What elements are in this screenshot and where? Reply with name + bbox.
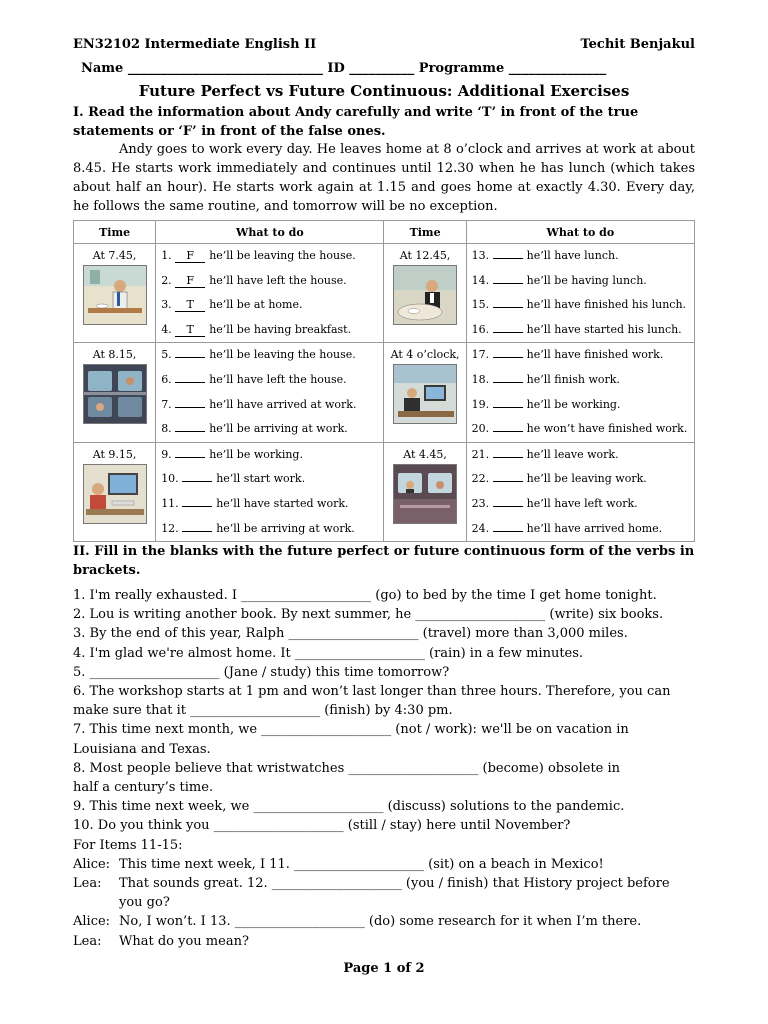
exercise-line: half a century’s time.	[73, 780, 214, 796]
answer-blank[interactable]	[182, 493, 212, 507]
answer-blank[interactable]	[493, 245, 523, 259]
statement-item	[467, 368, 694, 393]
statement-item	[467, 417, 694, 442]
left-time-cell	[74, 343, 156, 442]
time-label: At 4 o’clock,	[390, 348, 460, 362]
left-time-cell	[74, 244, 156, 343]
exercise-line: 6. The workshop starts at 1 pm and won’t last longer than three hours. Therefore, you can	[73, 684, 671, 700]
exercise-line: 10. Do you think you ____________________ (still / stay) here until November?	[73, 818, 571, 834]
answer-blank[interactable]	[493, 270, 523, 284]
statement-item	[156, 318, 383, 343]
statement-number: 23.	[471, 496, 490, 510]
statement-text: he’ll have started his lunch.	[526, 322, 682, 336]
statement-number: 10.	[161, 472, 179, 486]
exercise-line: 5. ____________________ (Jane / study) this time tomorrow?	[73, 664, 450, 680]
breakfast-picture	[83, 265, 147, 325]
answer-blank[interactable]	[175, 418, 205, 432]
answer-blank[interactable]	[493, 344, 523, 358]
right-statements-cell	[466, 244, 694, 343]
time-label: At 12.45,	[399, 249, 451, 262]
statement-item	[156, 492, 383, 517]
answer-blank[interactable]	[493, 468, 523, 482]
statement-number: 6.	[161, 372, 172, 386]
time-label: At 9.15,	[92, 447, 137, 461]
answer-blank[interactable]	[175, 369, 205, 383]
true-false-table	[73, 220, 695, 542]
dialogue-line	[73, 855, 695, 874]
right-time-cell	[384, 442, 466, 541]
answer-blank[interactable]	[175, 344, 205, 358]
statement-item	[156, 343, 383, 368]
exercise-line: Louisiana and Texas.	[73, 741, 211, 757]
statement-item	[156, 467, 383, 492]
statement-item	[467, 492, 694, 517]
statement-text: he’ll be having lunch.	[526, 273, 647, 287]
right-time-cell	[384, 244, 466, 343]
statement-number: 15.	[471, 298, 490, 312]
answer-blank[interactable]	[493, 518, 523, 532]
statement-text: he’ll have finished work.	[526, 348, 664, 362]
dialogue-line	[73, 874, 695, 893]
speaker-label: Lea:	[73, 933, 102, 949]
statement-number: 12.	[161, 521, 179, 535]
statement-number: 24.	[471, 521, 490, 535]
statement-item	[467, 467, 694, 492]
statement-text: he’ll be working.	[209, 447, 303, 461]
table-row	[74, 442, 695, 541]
left-statements-cell	[156, 442, 384, 541]
statement-text: he’ll have lunch.	[526, 249, 619, 262]
exercise-line: make sure that it ____________________ (finish) by 4:30 pm.	[73, 703, 453, 719]
exercise-line: 9. This time next week, we ____________________ (discuss) solutions to the pandemic.	[73, 799, 625, 815]
statement-item	[156, 393, 383, 418]
statement-number: 8.	[161, 422, 172, 436]
exercise-line: 2. Lou is writing another book. By next summer, he ____________________ (write) six books.	[73, 607, 664, 623]
statement-text: he’ll have started work.	[216, 496, 349, 510]
answer-blank[interactable]	[493, 394, 523, 408]
table-row	[74, 343, 695, 442]
table-header-row	[74, 221, 695, 244]
statement-text: he’ll finish work.	[526, 372, 620, 386]
statement-item	[156, 417, 383, 442]
statement-text: he’ll have arrived home.	[526, 521, 663, 535]
lunch-picture	[393, 265, 457, 325]
statement-number: 19.	[471, 397, 490, 411]
statement-item	[156, 368, 383, 393]
statement-number: 17.	[471, 348, 490, 362]
statement-number: 20.	[471, 422, 490, 436]
section-1-heading: I. Read the information about Andy carefully and write ‘T’ in front of the true statements or ‘F’ in front of the false ones.	[73, 105, 639, 139]
statement-text: he won’t have finished work.	[526, 422, 688, 436]
exercise-line: 4. I'm glad we're almost home. It ____________________ (rain) in a few minutes.	[73, 645, 584, 661]
dialogue-line	[73, 912, 695, 931]
statement-item	[156, 443, 383, 468]
dialogue-line	[73, 932, 695, 951]
speaker-label: Lea:	[73, 876, 102, 892]
statement-text: he’ll have left the house.	[209, 372, 347, 386]
right-statements-cell	[466, 442, 694, 541]
time-label: At 7.45,	[92, 249, 137, 262]
dialogue-text: This time next week, I 11. ____________________ (sit) on a beach in Mexico!	[119, 856, 604, 872]
statement-text: he’ll be arriving at work.	[209, 422, 348, 436]
right-time-cell	[384, 343, 466, 442]
answer-blank[interactable]	[182, 518, 212, 532]
student-info-line: Name ______________________________ ID __________ Programme _______________	[81, 61, 607, 76]
speaker-label: Alice:	[73, 856, 111, 872]
statement-number: 9.	[161, 447, 172, 461]
statement-number: 18.	[471, 372, 490, 386]
answer-blank[interactable]	[493, 294, 523, 308]
answer-blank[interactable]	[493, 418, 523, 432]
statement-item	[467, 517, 694, 542]
left-statements-cell	[156, 343, 384, 442]
computer-picture	[83, 464, 147, 524]
statement-item	[156, 517, 383, 542]
answer-blank[interactable]: F	[175, 249, 205, 263]
exercise-line: 1. I'm really exhausted. I ____________________ (go) to bed by the time I get home tonight.	[73, 588, 657, 603]
statement-text: he’ll be working.	[526, 397, 621, 411]
statement-item	[156, 293, 383, 318]
statement-number: 21.	[471, 447, 490, 461]
answer-blank[interactable]	[175, 444, 205, 458]
answer-blank[interactable]	[493, 493, 523, 507]
fill-in-items	[73, 586, 695, 951]
statement-number: 7.	[161, 397, 172, 411]
teacher-name: Techit Benjakul	[580, 37, 695, 52]
dialogue-text: No, I won’t. I 13. ____________________ (do) some research for it when I’m there.	[119, 914, 642, 930]
right-statements-cell	[466, 343, 694, 442]
header-what-right: What to do	[466, 221, 694, 244]
statement-number: 5.	[161, 348, 172, 362]
statement-number: 22.	[471, 472, 490, 486]
answer-blank[interactable]	[493, 319, 523, 333]
time-label: At 8.15,	[92, 348, 137, 362]
left-time-cell	[74, 442, 156, 541]
statement-item	[467, 244, 694, 269]
section-2-heading: II. Fill in the blanks with the future perfect or future continuous form of the verbs in brackets.	[73, 544, 695, 578]
statement-number: 1.	[161, 249, 172, 262]
exercise-line: 3. By the end of this year, Ralph ____________________ (travel) more than 3,000 miles.	[73, 626, 628, 642]
header-time-right: Time	[384, 221, 466, 244]
exercise-line: 7. This time next month, we ____________________ (not / work): we'll be on vacation in	[73, 722, 629, 738]
statement-text: he’ll have left work.	[526, 496, 638, 510]
statement-item	[467, 343, 694, 368]
andy-paragraph: Andy goes to work every day. He leaves home at 8 o’clock and arrives at work at about 8.45. He starts work immediately and continues until 12.30 when he has lunch (which takes about half an hour). He starts work again at 1.15 and goes home at exactly 4.30. Every day, he follows the same routine, and tomorrow will be no exception.	[73, 142, 695, 214]
statement-item	[467, 443, 694, 468]
statement-item	[156, 269, 383, 294]
answer-blank[interactable]	[182, 468, 212, 482]
header-what-left: What to do	[156, 221, 384, 244]
statement-text: he’ll be leaving work.	[526, 472, 647, 486]
statement-number: 13.	[471, 249, 490, 262]
page-title: Future Perfect vs Future Continuous: Additional Exercises	[138, 82, 630, 100]
statement-number: 4.	[161, 322, 172, 336]
statement-item	[467, 293, 694, 318]
statement-number: 3.	[161, 298, 172, 312]
statement-text: he’ll leave work.	[526, 447, 619, 461]
statement-number: 16.	[471, 322, 490, 336]
statement-text: he’ll be having breakfast.	[209, 322, 352, 336]
statement-text: he’ll be leaving the house.	[209, 348, 356, 362]
statement-text: he’ll be arriving at work.	[216, 521, 355, 535]
answer-blank[interactable]	[493, 444, 523, 458]
train-picture	[393, 464, 457, 524]
statement-number: 2.	[161, 273, 172, 287]
left-statements-cell	[156, 244, 384, 343]
statement-number: 11.	[161, 496, 179, 510]
speaker-label: Alice:	[73, 914, 111, 930]
statement-item	[467, 269, 694, 294]
answer-blank[interactable]	[493, 369, 523, 383]
answer-blank[interactable]: T	[175, 323, 205, 337]
exercise-line: 8. Most people believe that wristwatches ____________________ (become) obsolete in	[73, 760, 621, 776]
office-picture	[393, 364, 457, 424]
statement-text: he’ll start work.	[216, 472, 306, 486]
exercise-line: For Items 11-15:	[73, 837, 183, 853]
statement-text: he’ll have left the house.	[209, 273, 347, 287]
page-footer: Page 1 of 2	[343, 961, 425, 976]
answer-blank[interactable]: T	[175, 298, 205, 312]
dialogue-text: What do you mean?	[119, 933, 249, 949]
statement-text: he’ll have finished his lunch.	[526, 298, 687, 312]
dialogue-text: you go?	[119, 895, 170, 911]
commute-picture	[83, 364, 147, 424]
statement-item	[467, 318, 694, 343]
answer-blank[interactable]: F	[175, 274, 205, 288]
statement-item	[467, 393, 694, 418]
statement-text: he’ll have arrived at work.	[209, 397, 357, 411]
course-code: EN32102 Intermediate English II	[73, 37, 317, 52]
dialogue-text: That sounds great. 12. ____________________ (you / finish) that History project before	[119, 876, 670, 892]
statement-number: 14.	[471, 273, 490, 287]
statement-text: he’ll be leaving the house.	[209, 249, 356, 262]
time-label: At 4.45,	[403, 447, 447, 461]
answer-blank[interactable]	[175, 394, 205, 408]
dialogue-line	[73, 893, 695, 912]
statement-item	[156, 244, 383, 269]
header-time-left: Time	[74, 221, 156, 244]
table-row	[74, 244, 695, 343]
statement-text: he’ll be at home.	[209, 298, 303, 312]
